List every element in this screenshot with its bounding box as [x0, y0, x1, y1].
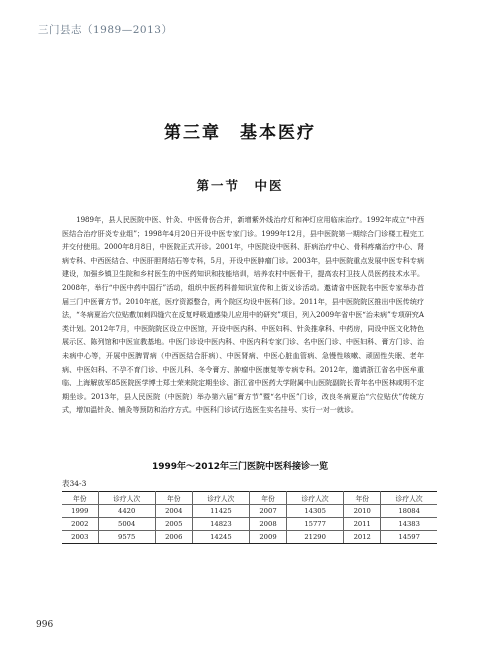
- table-cell: 21290: [287, 531, 344, 544]
- table-cell: 2008: [249, 518, 286, 531]
- column-header: 年份: [155, 492, 192, 505]
- table-cell: 14245: [192, 531, 249, 544]
- table-header-row: [62, 492, 437, 505]
- column-header: 年份: [249, 492, 286, 505]
- column-header: 诊疗人次: [287, 492, 344, 505]
- table-label: 表34-3: [62, 479, 87, 488]
- column-header: 年份: [62, 492, 98, 505]
- column-header: 年份: [344, 492, 381, 505]
- table-cell: 9575: [98, 531, 155, 544]
- table-cell: 11425: [192, 505, 249, 518]
- table-cell: 4420: [98, 505, 155, 518]
- table-cell: 2005: [155, 518, 192, 531]
- table-row: [62, 505, 437, 518]
- table-cell: 2004: [155, 505, 192, 518]
- body-paragraph: 1989年，县人民医院中医、针灸、中医骨伤合并，新增紫外线治疗灯和神灯应用临床治疗。1992年成立“中西医结合治疗肝炎专业组”；1998年4月20日开设中医专家门诊。1999年12月，县中医院第一期综合门诊楼工程完工并交付使用。2000年8月8日，中医院正式开诊。2001年，中医院设中医科、肝病治疗中心、骨科疼痛治疗中心、肾病专科、中西医结合、中医肝胆肾结石等专科，5月，开设中医肿瘤门诊。2003年，县中医院重点发展中医专科专病建设，加强乡镇卫生院和乡村医生的中医药知识和技能培训，培养农村中医骨干，提高农村卫技人员医药技术水平。2008年，举行“中医中药中国行”活动，组织中医药科普知识宣传和上街义诊活动。邀请省中医院名中医专家举办首届三门中医膏方节。2010年底，医疗资源整合，两个院区均设中医科门诊。2011年，县中医院院区推出中医传统疗法，“冬病夏治穴位贴敷加刺四缝穴在反复呼吸道感染儿应用中的研究”项目，列入2009年省中医“治未病”专项研究A类计划。2012年7月，中医院院区设立中医馆，开设中医内科、中医妇科、针灸推拿科、中药房，同设中医文化特色展示区、陈列馆和中医宣教基地。中医门诊设中医内科、中医内科专家门诊、名中医门诊、中医妇科、膏方门诊、治未病中心等，开展中医脾胃病（中西医结合肝病）、中医肾病、中医心脏血管病、急慢性咳嗽、顽固性失眠、老年病、中医妇科、不孕不育门诊、中医儿科、冬令膏方、肿瘤中医康复等专病专科。2012年，邀请浙江省名中医牟重临、上海解放军85医院医学博士郑士荣来院定期坐诊、浙江省中医药大学附属中山医院副院长青年名中医林咸明不定期坐诊。2013年，县人民医院（中医院）举办第六届“膏方节”暨“名中医”门诊，改良冬病夏治“穴位贴伏”传统方式，增加温针灸、铺灸等预防和治疗方式。中医科门诊试行选医生实名挂号、实行一对一就诊。: [62, 215, 424, 415]
- table-cell: 1999: [62, 505, 98, 518]
- table-cell: 14305: [287, 505, 344, 518]
- table-cell: 2011: [344, 518, 381, 531]
- table-row: [62, 531, 437, 544]
- column-header: 诊疗人次: [192, 492, 249, 505]
- table-cell: 14823: [192, 518, 249, 531]
- column-header: 诊疗人次: [98, 492, 155, 505]
- page-number: 996: [36, 620, 54, 630]
- table-cell: 14383: [381, 518, 437, 531]
- table-cell: 2003: [62, 531, 98, 544]
- table-cell: 2010: [344, 505, 381, 518]
- table-cell: 5004: [98, 518, 155, 531]
- table-title: 1999年～2012年三门医院中医科接诊一览: [151, 462, 329, 472]
- table-cell: 14597: [381, 531, 437, 544]
- table-cell: 2012: [344, 531, 381, 544]
- table-cell: 2006: [155, 531, 192, 544]
- column-header: 诊疗人次: [381, 492, 437, 505]
- body-text: [62, 213, 424, 417]
- table-row: [62, 518, 437, 531]
- running-header: 三门县志（1989—2013）: [38, 24, 173, 36]
- table-cell: 2009: [249, 531, 286, 544]
- section-title: 第一节 中医: [196, 178, 284, 193]
- table-cell: 2002: [62, 518, 98, 531]
- chapter-title: 第三章 基本医疗: [164, 123, 316, 143]
- consultation-table: [62, 491, 437, 544]
- table-cell: 15777: [287, 518, 344, 531]
- table-cell: 2007: [249, 505, 286, 518]
- table-cell: 18084: [381, 505, 437, 518]
